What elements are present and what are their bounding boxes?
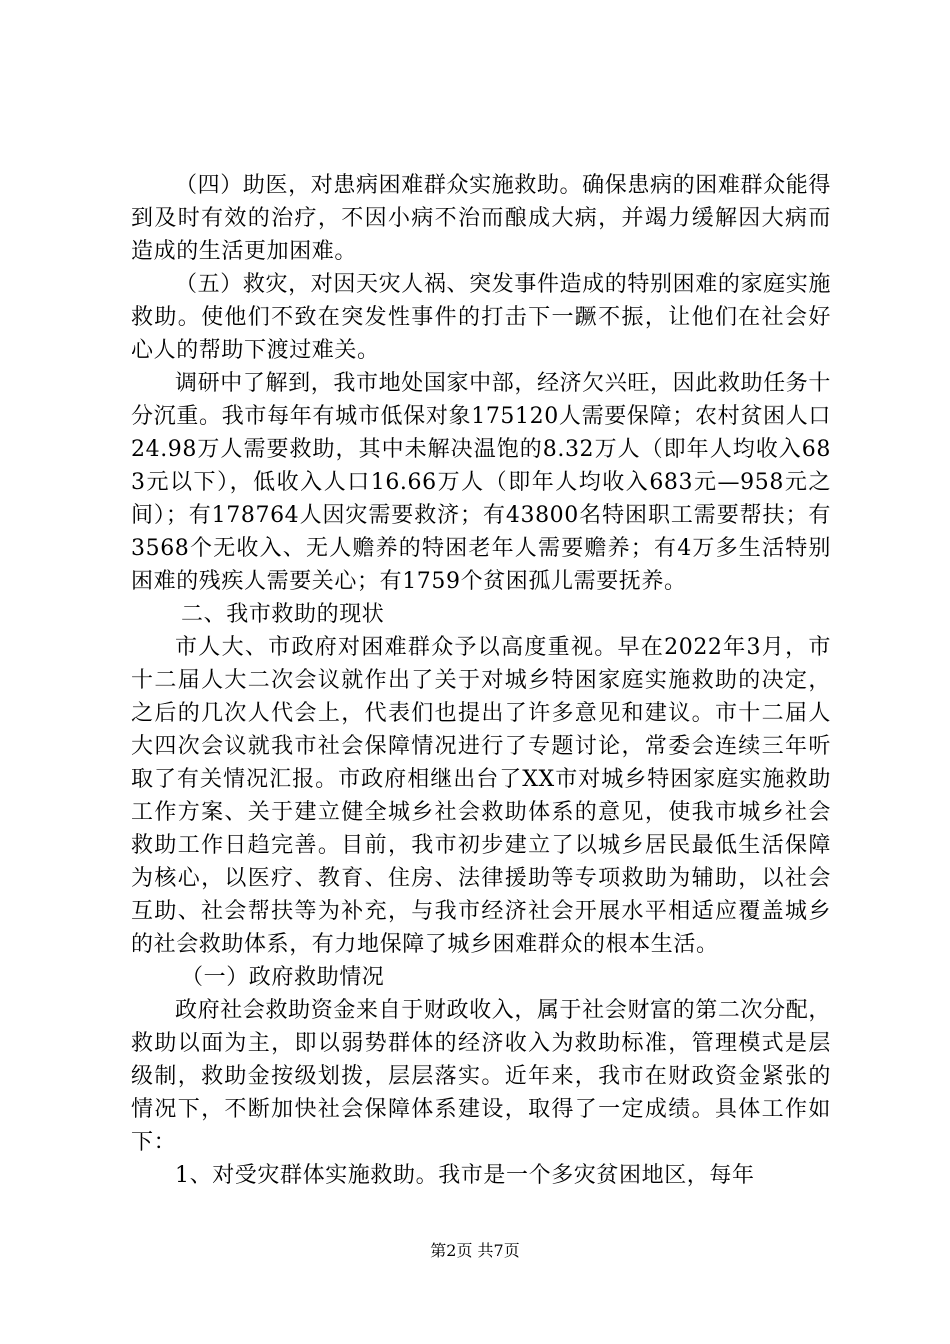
paragraph-government-funds: 政府社会救助资金来自于财政收入，属于社会财富的第二次分配，救助以面为主，即以弱势群体的经济收入为救助标准，管理模式是层级制，救助金按级划拨，层层落实。近年来，我市在财政资金紧张的情况下，不断加快社会保障体系建设，取得了一定成绩。具体工作如下：: [131, 998, 831, 1155]
paragraph-medical-aid: （四）助医，对患病困难群众实施救助。确保患病的困难群众能得到及时有效的治疗，不因小病不治而酿成大病，并竭力缓解因大病而造成的生活更加困难。: [131, 173, 831, 264]
paragraph-disaster-relief: （五）救灾，对因天灾人祸、突发事件造成的特别困难的家庭实施救助。使他们不致在突发性事件的打击下一蹶不振，让他们在社会好心人的帮助下渡过难关。: [131, 272, 831, 363]
subsection-heading-government-aid: （一）政府救助情况: [181, 965, 385, 990]
section-heading-status: 二、我市救助的现状: [181, 602, 385, 627]
paragraph-government-attention: 市人大、市政府对困难群众予以高度重视。早在2022年3月，市十二届人大二次会议就作出了关于对城乡特困家庭实施救助的决定，之后的几次人代会上，代表们也提出了许多意见和建议。市十二届人大四次会议就我市社会保障情况进行了专题讨论，常委会连续三年听取了有关情况汇报。市政府相继出台了XX市对城乡特困家庭实施救助工作方案、关于建立健全城乡社会救助体系的意见，使我市城乡社会救助工作日趋完善。目前，我市初步建立了以城乡居民最低生活保障为核心，以医疗、教育、住房、法律援助等专项救助为辅助，以社会互助、社会帮扶等为补充，与我市经济社会开展水平相适应覆盖城乡的社会救助体系，有力地保障了城乡困难群众的根本生活。: [131, 635, 831, 957]
paragraph-research-findings: 调研中了解到，我市地处国家中部，经济欠兴旺，因此救助任务十分沉重。我市每年有城市低保对象175120人需要保障；农村贫困人口24.98万人需要救助，其中未解决温饱的8.32万人（即年人均收入683元以下），低收入人口16.66万人（即年人均收入683元—958元之间）；有178764人因灾需要救济；有43800名特困职工需要帮扶；有3568个无收入、无人赡养的特困老年人需要赡养；有4万多生活特别困难的残疾人需要关心；有1759个贫困孤儿需要抚养。: [131, 371, 831, 594]
document-body: [131, 169, 831, 1192]
paragraph-disaster-victims: 1、对受灾群体实施救助。我市是一个多灾贫困地区，每年: [175, 1163, 755, 1188]
page-number: 第2页 共7页: [430, 1241, 520, 1260]
